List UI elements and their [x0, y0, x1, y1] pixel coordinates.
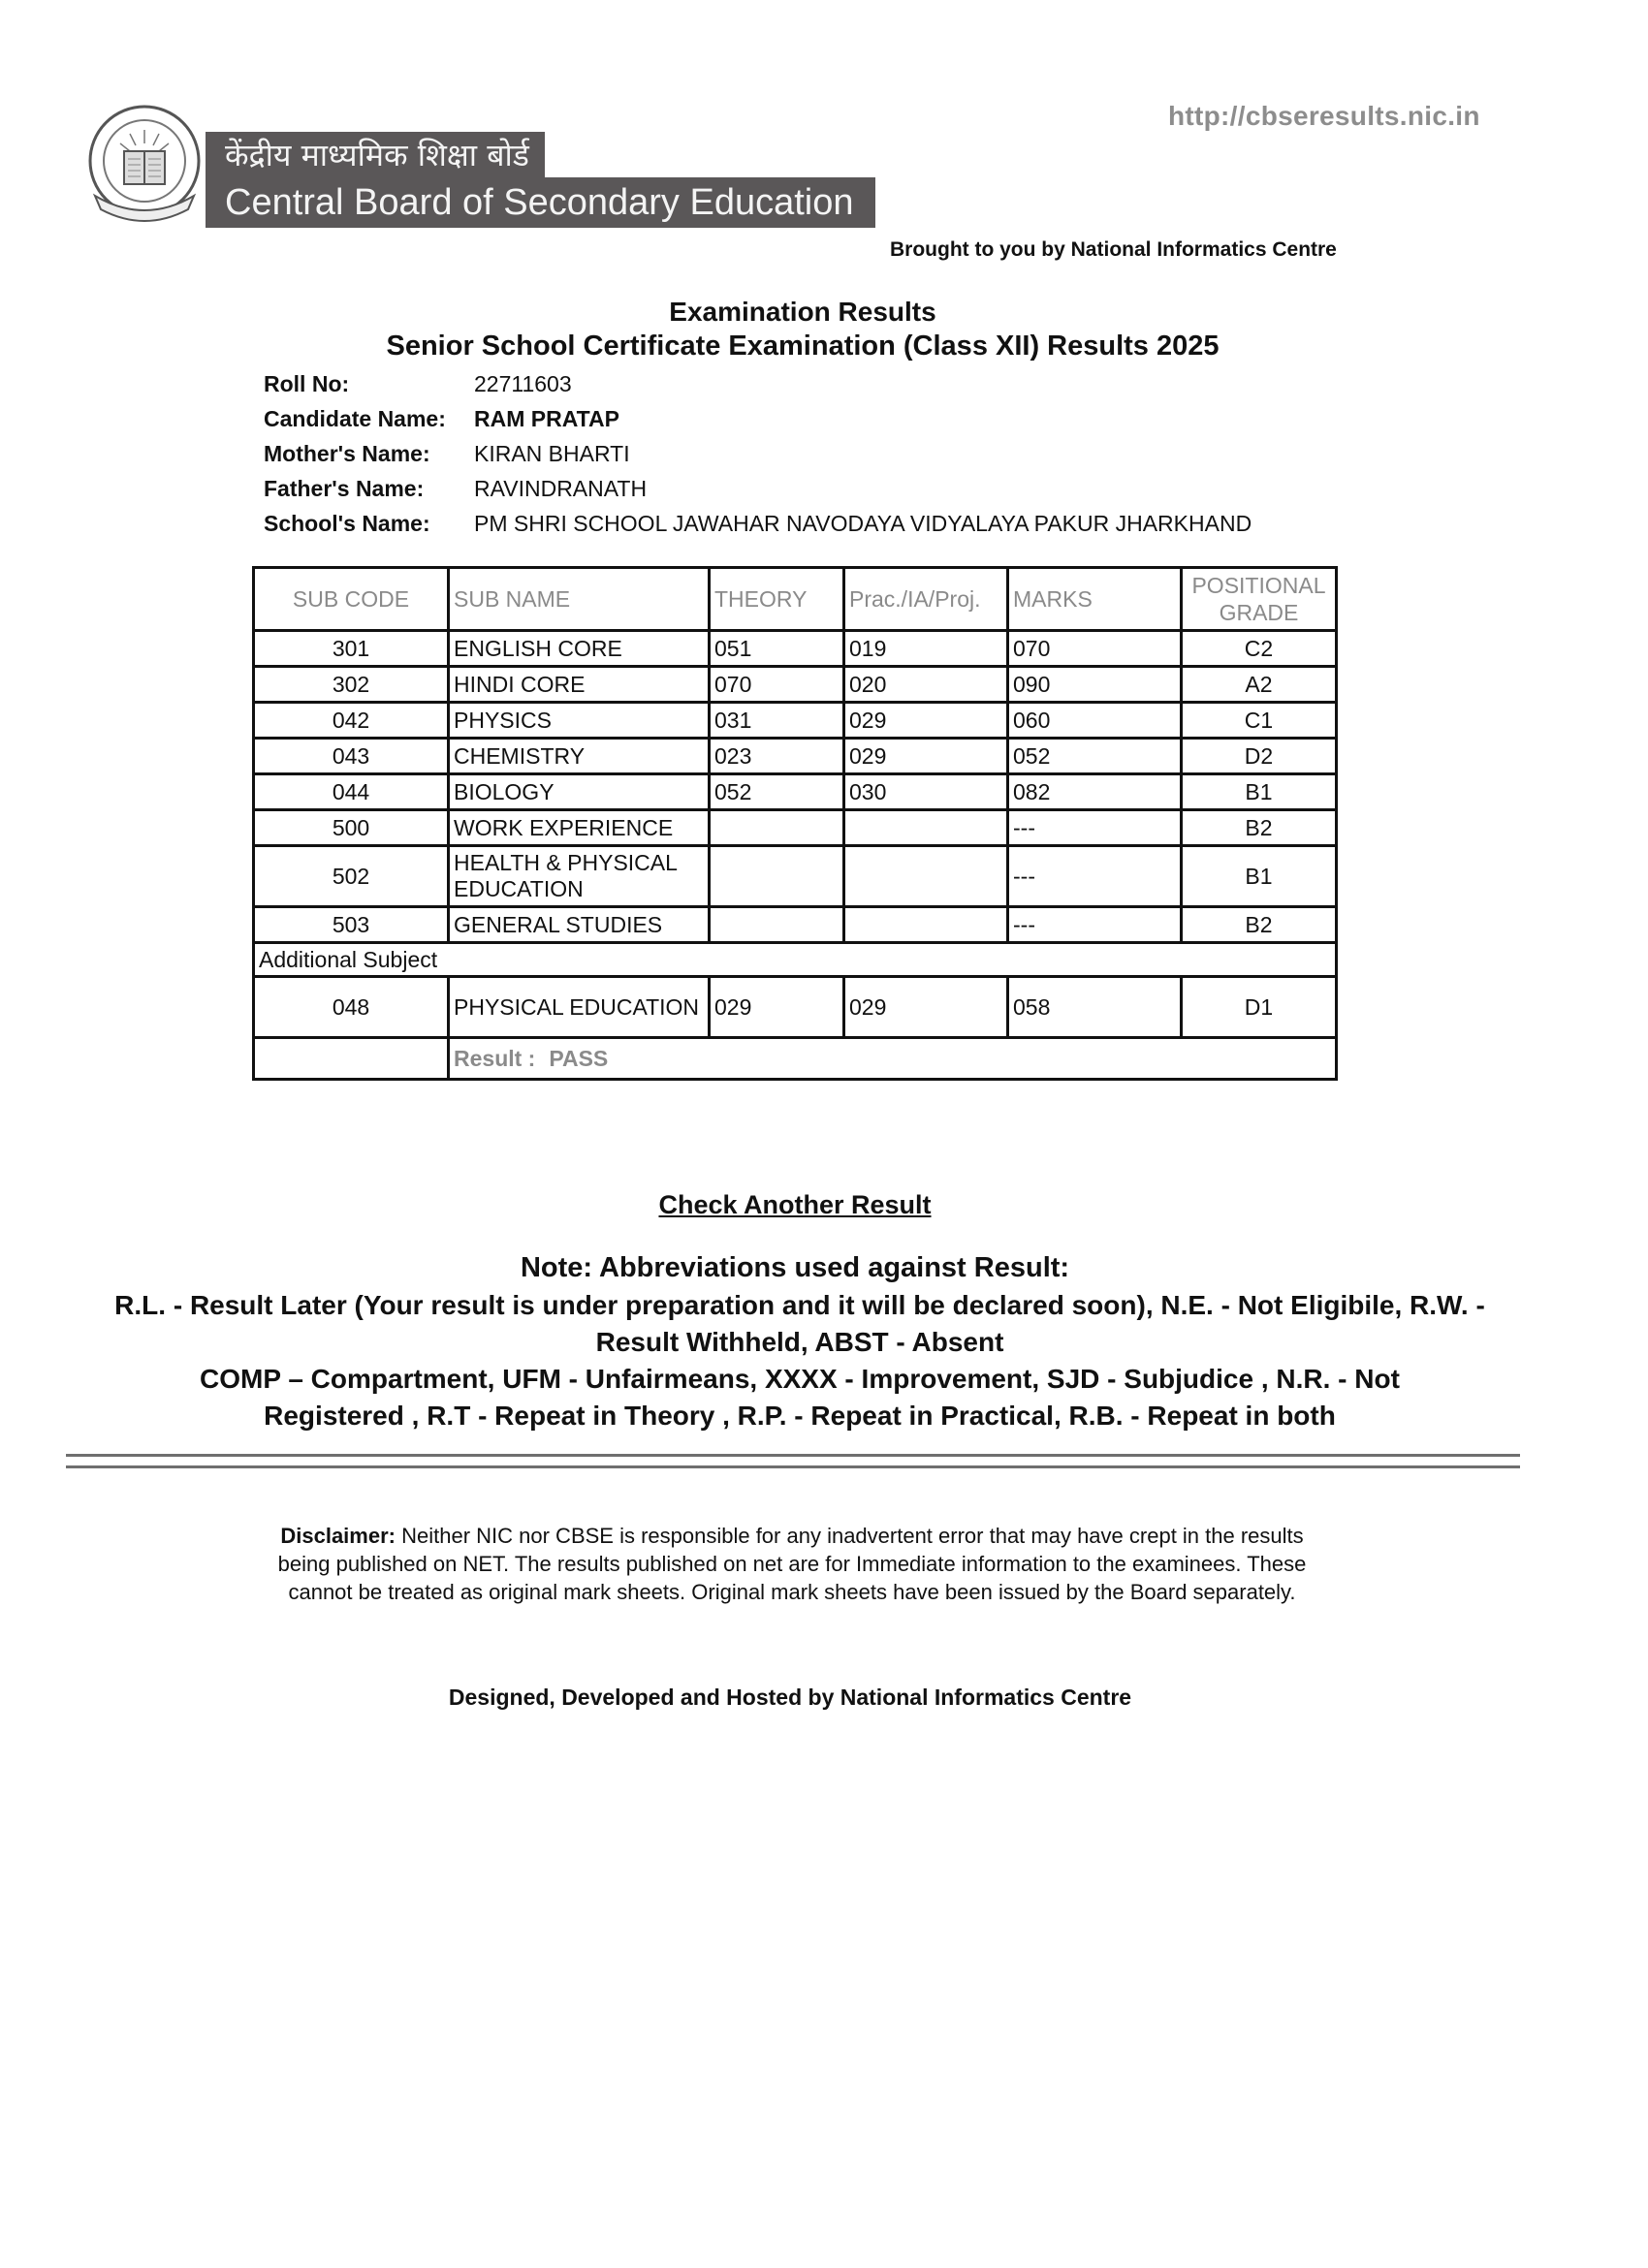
total-marks: 052 [1008, 739, 1182, 774]
disclaimer [254, 1522, 1330, 1606]
positional-grade: A2 [1182, 667, 1337, 703]
total-marks: 070 [1008, 631, 1182, 667]
positional-grade: B1 [1182, 774, 1337, 810]
abbreviations-note-line1: R.L. - Result Later (Your result is under preparation and it will be declared soon), N.E. - Not Eligibile, R.W. - Result Withheld, ABST - Absent [114, 1290, 1485, 1357]
total-marks: 082 [1008, 774, 1182, 810]
abbreviations-note-line2: COMP – Compartment, UFM - Unfairmeans, XXXX - Improvement, SJD - Subjudice , N.R. - Not Registered , R.T - Repeat in Theory , R.P. - Repeat in Practical, R.B. - Repeat in both [200, 1364, 1400, 1431]
practical-marks [844, 907, 1008, 943]
practical-marks: 019 [844, 631, 1008, 667]
sub-code: 044 [254, 774, 449, 810]
father-name-value: RAVINDRANATH [474, 475, 648, 501]
theory-marks: 029 [710, 977, 844, 1038]
result-value: PASS [549, 1045, 609, 1071]
table-row [254, 977, 1337, 1038]
practical-marks: 020 [844, 667, 1008, 703]
sub-name: BIOLOGY [449, 774, 710, 810]
divider [66, 1465, 1520, 1468]
sub-name: ENGLISH CORE [449, 631, 710, 667]
table-row [254, 774, 1337, 810]
check-another-result-link[interactable]: Check Another Result [658, 1190, 932, 1219]
sub-name: PHYSICS [449, 703, 710, 739]
org-name-english: Central Board of Secondary Education [206, 177, 875, 228]
practical-marks [844, 810, 1008, 846]
table-row [254, 703, 1337, 739]
page-title: Examination Results [669, 297, 936, 327]
table-header-row [254, 568, 1337, 631]
sub-code: 502 [254, 846, 449, 907]
abbreviations-note-title: Note: Abbreviations used against Result: [520, 1252, 1070, 1283]
positional-grade: B2 [1182, 907, 1337, 943]
sub-code: 043 [254, 739, 449, 774]
sub-name: HINDI CORE [449, 667, 710, 703]
theory-marks [710, 907, 844, 943]
positional-grade: B1 [1182, 846, 1337, 907]
result-row [254, 1038, 1337, 1080]
table-row [254, 846, 1337, 907]
positional-grade: D2 [1182, 739, 1337, 774]
brought-by-text: Brought to you by National Informatics Centre [890, 238, 1337, 261]
practical-marks: 029 [844, 977, 1008, 1038]
sub-code: 301 [254, 631, 449, 667]
candidate-info [264, 366, 1252, 541]
sub-name: GENERAL STUDIES [449, 907, 710, 943]
roll-no-row [264, 366, 1252, 401]
header-grade-line1: POSITIONAL [1191, 573, 1326, 598]
site-url: http://cbseresults.nic.in [1168, 101, 1480, 131]
sub-code: 500 [254, 810, 449, 846]
total-marks: --- [1008, 907, 1182, 943]
result-spacer [254, 1038, 449, 1080]
sub-name: WORK EXPERIENCE [449, 810, 710, 846]
footer-credit: Designed, Developed and Hosted by National Informatics Centre [448, 1685, 1132, 1710]
header-theory: THEORY [710, 568, 844, 631]
table-row [254, 907, 1337, 943]
total-marks: 090 [1008, 667, 1182, 703]
mother-name-row [264, 436, 1252, 471]
additional-subject-row [254, 943, 1337, 977]
sub-code: 048 [254, 977, 449, 1038]
sub-name: PHYSICAL EDUCATION [449, 977, 710, 1038]
theory-marks [710, 810, 844, 846]
mother-name-label: Mother's Name: [264, 440, 430, 466]
header-sub-code: SUB CODE [254, 568, 449, 631]
roll-no-value: 22711603 [474, 370, 572, 396]
table-row [254, 739, 1337, 774]
table-row [254, 667, 1337, 703]
candidate-name-row [264, 401, 1252, 436]
positional-grade: C1 [1182, 703, 1337, 739]
positional-grade: D1 [1182, 977, 1337, 1038]
additional-subject-label: Additional Subject [254, 943, 1337, 977]
total-marks: 060 [1008, 703, 1182, 739]
total-marks: 058 [1008, 977, 1182, 1038]
disclaimer-label: Disclaimer: [280, 1524, 396, 1548]
total-marks: --- [1008, 810, 1182, 846]
school-name-row [264, 506, 1252, 541]
father-name-row [264, 471, 1252, 506]
sub-code: 503 [254, 907, 449, 943]
sub-name: HEALTH & PHYSICAL EDUCATION [449, 846, 710, 907]
result-label: Result : [454, 1045, 536, 1071]
table-row [254, 810, 1337, 846]
theory-marks: 023 [710, 739, 844, 774]
practical-marks: 029 [844, 703, 1008, 739]
theory-marks: 070 [710, 667, 844, 703]
positional-grade: B2 [1182, 810, 1337, 846]
theory-marks: 051 [710, 631, 844, 667]
sub-name: CHEMISTRY [449, 739, 710, 774]
school-name-label: School's Name: [264, 510, 430, 536]
father-name-label: Father's Name: [264, 475, 425, 501]
candidate-name-label: Candidate Name: [264, 405, 446, 431]
header-marks: MARKS [1008, 568, 1182, 631]
org-name-hindi: केंद्रीय माध्यमिक शिक्षा बोर्ड [206, 132, 545, 178]
theory-marks: 031 [710, 703, 844, 739]
practical-marks: 029 [844, 739, 1008, 774]
table-row [254, 631, 1337, 667]
theory-marks: 052 [710, 774, 844, 810]
sub-code: 042 [254, 703, 449, 739]
practical-marks [844, 846, 1008, 907]
divider [66, 1454, 1520, 1457]
header-positional-grade [1182, 568, 1337, 631]
total-marks: --- [1008, 846, 1182, 907]
cbse-emblem-icon [81, 101, 207, 227]
practical-marks: 030 [844, 774, 1008, 810]
header-practical: Prac./IA/Proj. [844, 568, 1008, 631]
header-sub-name: SUB NAME [449, 568, 710, 631]
roll-no-label: Roll No: [264, 370, 350, 396]
mother-name-value: KIRAN BHARTI [474, 440, 630, 466]
header-grade-line2: GRADE [1219, 600, 1299, 625]
sub-code: 302 [254, 667, 449, 703]
school-name-value: PM SHRI SCHOOL JAWAHAR NAVODAYA VIDYALAYA PAKUR JHARKHAND [474, 510, 1252, 536]
disclaimer-text: Neither NIC nor CBSE is responsible for any inadvertent error that may have crept in the results being published on NET. The results published on net are for Immediate information to the examinees. These cannot be treated as original mark sheets. Original mark sheets have been issued by the Board separately. [277, 1524, 1307, 1604]
candidate-name-value: RAM PRATAP [474, 405, 619, 431]
exam-title: Senior School Certificate Examination (Class XII) Results 2025 [386, 331, 1220, 362]
result-status [449, 1038, 1337, 1080]
theory-marks [710, 846, 844, 907]
result-table [252, 566, 1338, 1081]
positional-grade: C2 [1182, 631, 1337, 667]
